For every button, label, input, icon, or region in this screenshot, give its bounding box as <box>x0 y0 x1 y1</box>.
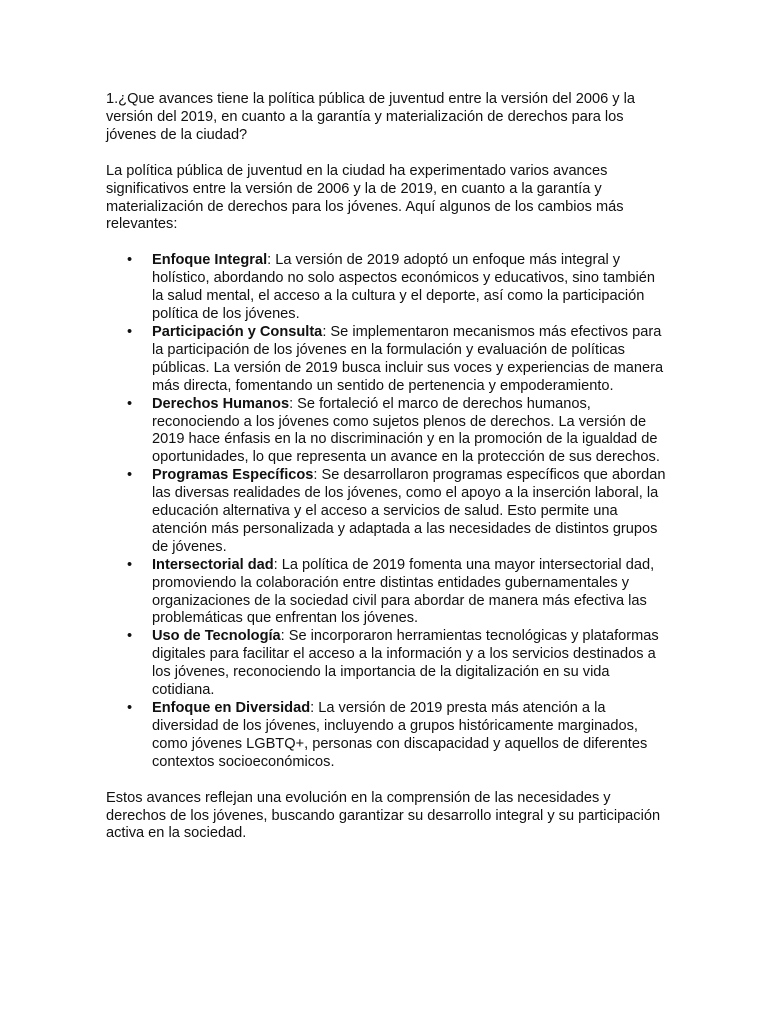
item-title: Enfoque Integral <box>152 252 268 269</box>
item-text: : Se desarrollaron programas específicos que abordan las diversas realidades de los jóvenes, como el apoyo a la inserción laboral, la educación alternativa y el acceso a servicios de salud. Esto permite una atención más personalizada y adaptada a las necesidades de distintos grupos de jóvenes. <box>152 467 666 555</box>
document-page <box>106 91 666 843</box>
item-text: : La versión de 2019 adoptó un enfoque más integral y holístico, abordando no solo aspectos económicos y educativos, sino también la salud mental, el acceso a la cultura y el deporte, así como la participación política de los jóvenes. <box>152 252 655 323</box>
item-title: Uso de Tecnología <box>152 628 281 645</box>
item-text: : La política de 2019 fomenta una mayor intersectorial dad, promoviendo la colaboración entre distintas entidades gubernamentales y organizaciones de la sociedad civil para abordar de manera más efectiva las problemáticas que enfrentan los jóvenes. <box>152 556 655 627</box>
item-text: : La versión de 2019 presta más atención a la diversidad de los jóvenes, incluyendo a grupos históricamente marginados, como jóvenes LGBTQ+, personas con discapacidad y aquellos de diferentes contextos socioeconómicos. <box>152 700 648 770</box>
bullet-icon: • <box>127 700 133 716</box>
item-title: Participación y Consulta <box>152 323 323 340</box>
intro-paragraph: La política pública de juventud en la ciudad ha experimentado varios avances significativos entre la versión de 2006 y la de 2019, en cuanto a la garantía y materialización de derechos para los jóvenes. Aquí algunos de los cambios más relevantes: <box>106 162 624 233</box>
item-title: Derechos Humanos <box>152 395 290 412</box>
item-title: Intersectorial dad <box>152 556 274 573</box>
item-title: Programas Específicos <box>152 467 314 484</box>
conclusion-paragraph: Estos avances reflejan una evolución en la comprensión de las necesidades y derechos de los jóvenes, buscando garantizar su desarrollo integral y su participación activa en la sociedad. <box>106 789 661 842</box>
item-text: : Se incorporaron herramientas tecnológicas y plataformas digitales para facilitar el acceso a la información y a los servicios destinados a los jóvenes, reconociendo la importancia de la digitalización en su vida cotidiana. <box>152 628 659 699</box>
bullet-icon: • <box>127 395 133 412</box>
item-text: : Se implementaron mecanismos más efectivos para la participación de los jóvenes en la formulación y evaluación de políticas públicas. La versión de 2019 busca incluir sus voces y experiencias de manera más directa, fomentando un sentido de pertenencia y empoderamiento. <box>152 323 664 394</box>
bullet-icon: • <box>127 467 133 484</box>
bullet-icon: • <box>127 628 133 645</box>
list-item <box>106 700 666 772</box>
item-text: : Se fortaleció el marco de derechos humanos, reconociendo a los jóvenes como sujetos plenos de derechos. La versión de 2019 hace énfasis en la no discriminación y en la promoción de la igualdad de oportunidades, lo que representa un avance en la protección de sus derechos. <box>152 395 660 466</box>
bullet-icon: • <box>127 323 133 340</box>
bullet-icon: • <box>127 252 133 269</box>
list-item <box>106 467 666 557</box>
item-title: Enfoque en Diversidad <box>152 700 311 716</box>
advances-list <box>106 252 666 771</box>
list-item <box>106 628 666 700</box>
list-item <box>106 396 666 468</box>
list-item <box>106 324 666 396</box>
question-paragraph: 1.¿Que avances tiene la política pública de juventud entre la versión del 2006 y la versión del 2019, en cuanto a la garantía y materialización de derechos para los jóvenes de la ciudad? <box>106 91 635 143</box>
bullet-icon: • <box>127 556 133 573</box>
list-item <box>106 252 666 324</box>
list-item <box>106 557 666 629</box>
